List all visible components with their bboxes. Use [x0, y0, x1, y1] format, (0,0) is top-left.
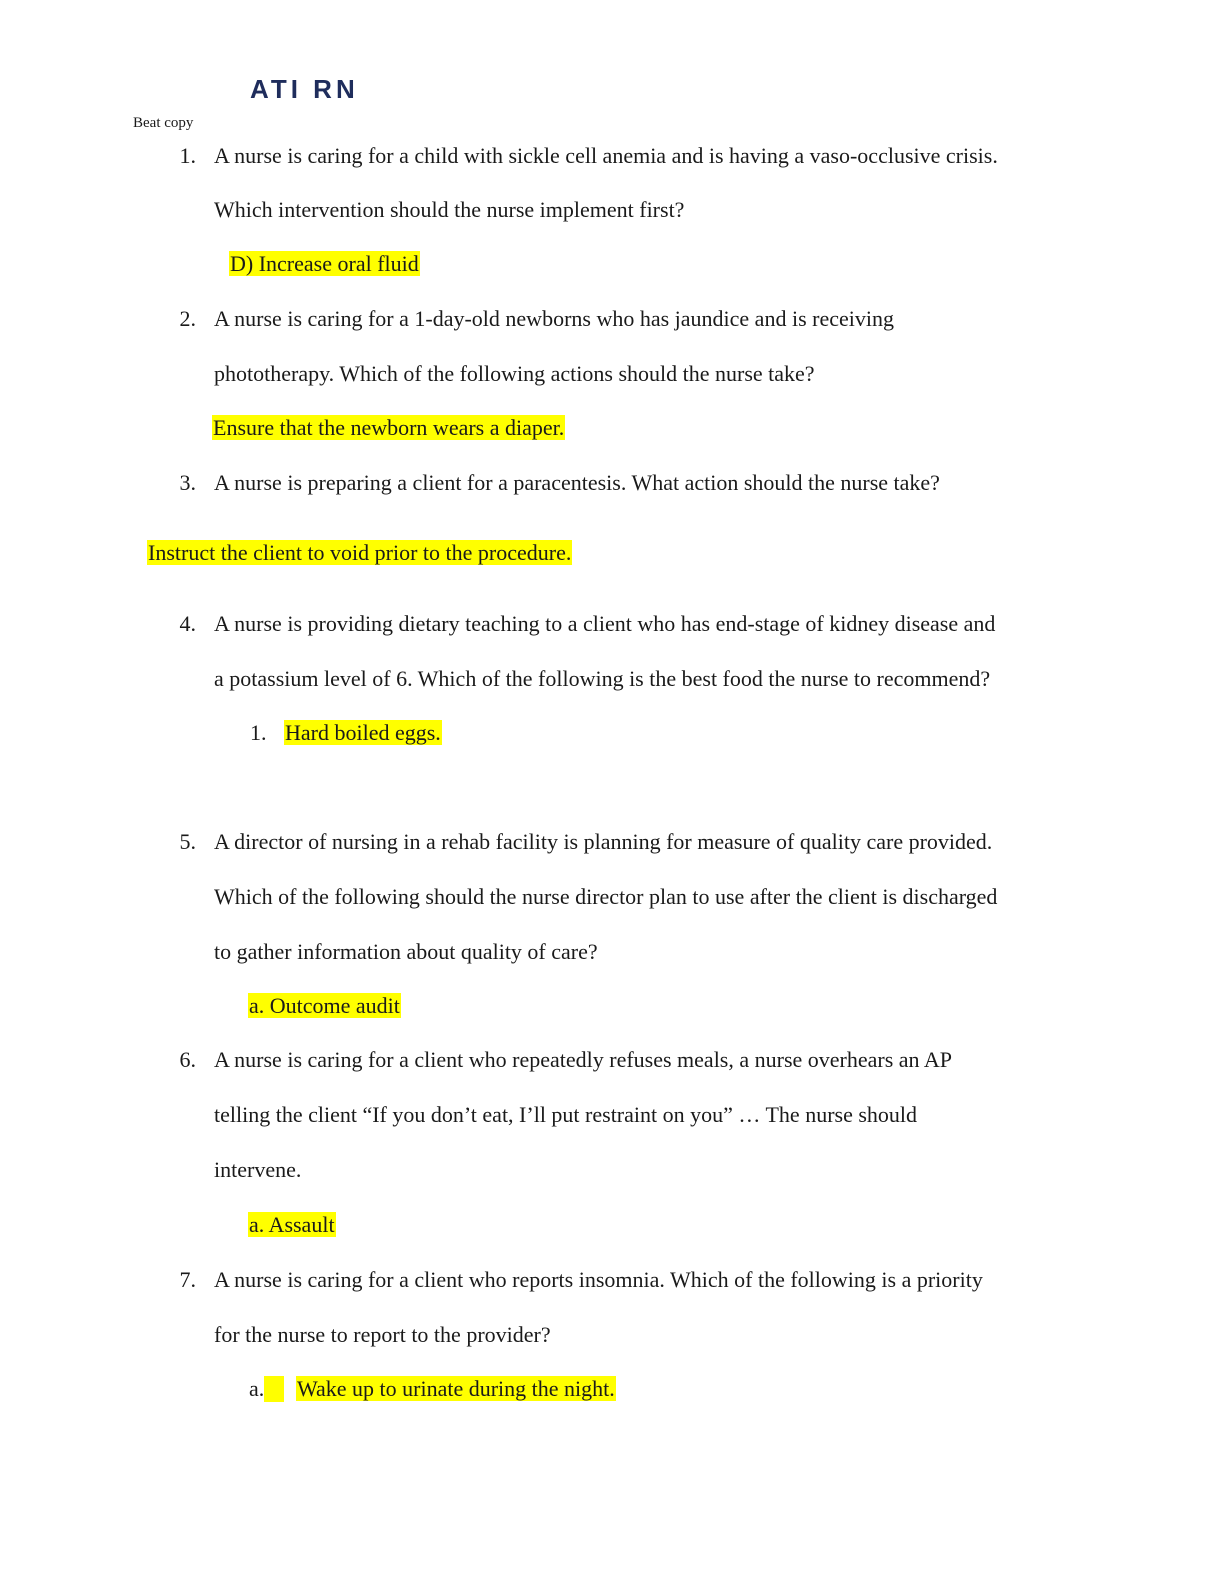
answer-line — [212, 415, 565, 441]
question-text-line: intervene. — [214, 1157, 302, 1182]
highlighted-answer: Hard boiled eggs. — [285, 720, 441, 745]
question-number: 2. — [179, 306, 196, 331]
answer-line — [248, 1212, 336, 1238]
question-text-line: to gather information about quality of care? — [214, 939, 598, 964]
question-text-line: Which of the following should the nurse director plan to use after the client is discharged — [214, 884, 998, 909]
question-text-line: A nurse is caring for a child with sickle cell anemia and is having a vaso-occlusive crisis. — [214, 143, 998, 168]
question-text-line: Which intervention should the nurse implement first? — [214, 197, 685, 222]
question-number: 6. — [179, 1047, 196, 1072]
document-subtitle: Beat copy — [133, 115, 194, 131]
highlighted-answer: a. Assault — [249, 1212, 335, 1237]
logo-text: ATI RN — [250, 74, 359, 104]
answer-line — [284, 720, 442, 746]
question-text-line: A nurse is caring for a client who reports insomnia. Which of the following is a priority — [214, 1267, 983, 1292]
answer-line — [248, 993, 401, 1019]
highlighted-answer: Wake up to urinate during the night. — [297, 1376, 615, 1401]
highlighted-answer: Instruct the client to void prior to the procedure. — [148, 540, 572, 565]
question-text-line: A nurse is providing dietary teaching to a client who has end-stage of kidney disease and — [214, 611, 996, 636]
answer-marker — [249, 1376, 284, 1402]
answer-line — [296, 1376, 616, 1402]
question-text-line: A director of nursing in a rehab facility is planning for measure of quality care provided. — [214, 829, 993, 854]
question-text-line: a potassium level of 6. Which of the following is the best food the nurse to recommend? — [214, 666, 991, 691]
answer-marker: 1. — [250, 720, 267, 745]
marker-highlight-gap — [264, 1376, 284, 1402]
highlighted-answer: a. Outcome audit — [249, 993, 400, 1018]
question-text-line: phototherapy. Which of the following actions should the nurse take? — [214, 361, 815, 386]
question-number: 1. — [179, 143, 196, 168]
question-text-line: telling the client “If you don’t eat, I’ll put restraint on you” … The nurse should — [214, 1102, 918, 1127]
question-number: 3. — [179, 470, 196, 495]
question-number: 7. — [179, 1267, 196, 1292]
question-text-line: A nurse is caring for a 1-day-old newborns who has jaundice and is receiving — [214, 306, 894, 331]
logo — [250, 74, 370, 104]
question-text-line: for the nurse to report to the provider? — [214, 1322, 551, 1347]
question-text-line: A nurse is preparing a client for a paracentesis. What action should the nurse take? — [214, 470, 940, 495]
question-number: 4. — [179, 611, 196, 636]
answer-marker-label: a. — [249, 1376, 265, 1401]
question-text-line: A nurse is caring for a client who repeatedly refuses meals, a nurse overhears an AP — [214, 1047, 952, 1072]
question-number: 5. — [179, 829, 196, 854]
highlighted-answer: Ensure that the newborn wears a diaper. — [213, 415, 565, 440]
highlighted-answer: D) Increase oral fluid — [230, 251, 419, 276]
answer-line — [147, 540, 572, 566]
answer-line — [229, 251, 420, 277]
